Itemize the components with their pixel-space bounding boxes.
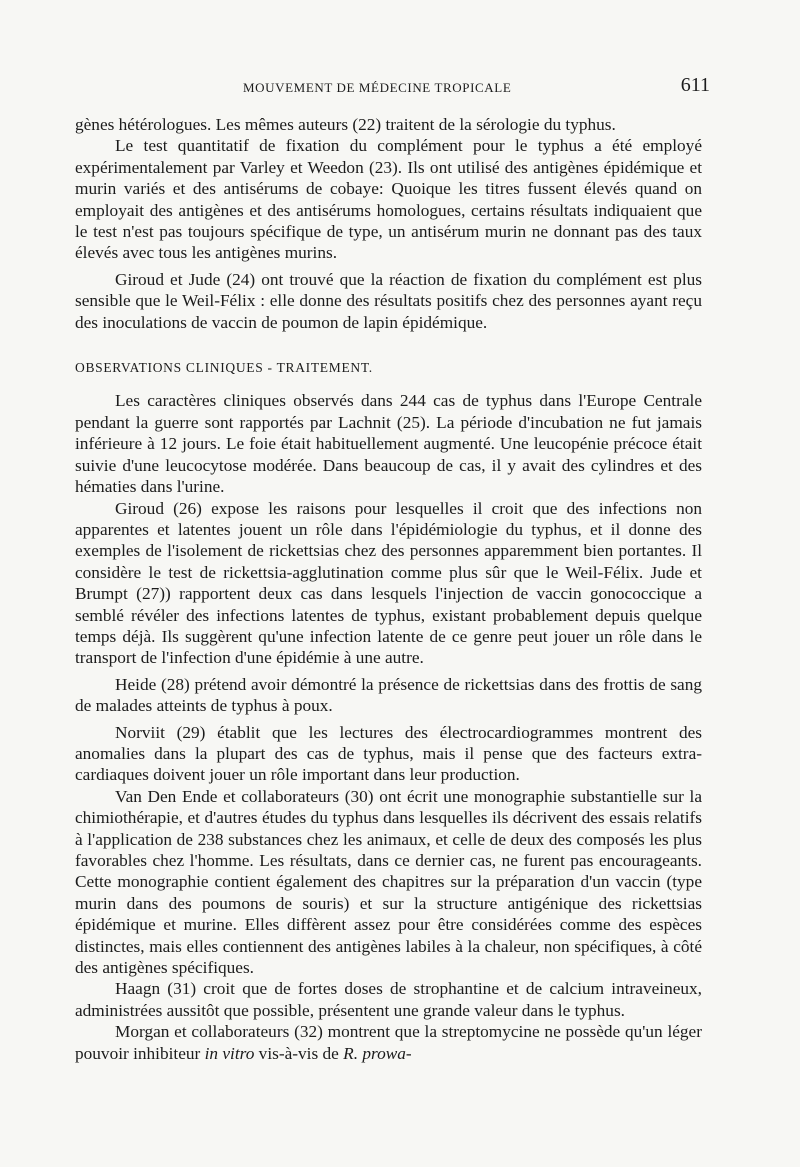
- text-run: vis-à-vis de: [254, 1043, 344, 1063]
- paragraph-last: [75, 1021, 702, 1064]
- paragraph: Les caractères cliniques observés dans 244 cas de typhus dans l'Europe Centrale pendant la guerre sont rapportés par Lachnit (25). La période d'incubation ne fut jamais inférieure à 12 jours. Le foie était habituellement augmenté. Une leucopénie précoce était suivie d'une leucocytose modérée. Dans beaucoup de cas, il y avait des cylindres et des hématies dans l'urine.: [75, 391, 702, 497]
- page-number: 611: [680, 74, 710, 96]
- paragraph: Giroud (26) expose les raisons pour lesquelles il croit que des infections non apparentes et latentes jouent un rôle dans l'épidémiologie du typhus, et il donne des exemples de l'isolement de rickettsias chez des personnes apparemment bien portantes. Il considère le test de rickettsia-agglutination comme plus sûr que le Weil-Félix. Jude et Brumpt (27)) rapportent deux cas dans lesquels l'injection de vaccin gonococcique a semblé révéler des infections latentes de typhus, existant probablement depuis quelque temps déjà. Ils suggèrent qu'une infection latente de ce genre peut jouer un rôle dans le transport de l'infection d'une épidémie à une autre.: [75, 498, 702, 668]
- italic-species: R. prowa-: [343, 1043, 412, 1063]
- paragraph: Van Den Ende et collaborateurs (30) ont écrit une monographie substantielle sur la chimiothérapie, et d'autres études du typhus dans lesquelles ils décrivent des essais relatifs à l'application de 238 substances chez les animaux, et celle de deux des composés les plus favorables chez l'homme. Les résultats, dans ce dernier cas, ne furent pas encourageants. Cette monographie contient également des chapitres sur la préparation d'un vaccin (type murin dans des poumons de souris) et sur la structure antigénique des rickettsias épidémique et murine. Elles diffèrent assez pour être considérées comme des espèces distinctes, mais elles contiennent des antigènes labiles à la chaleur, non spécifiques, à côté des antigènes spécifiques.: [75, 786, 702, 978]
- italic-term: in vitro: [204, 1043, 255, 1063]
- paragraph: gènes hétérologues. Les mêmes auteurs (22) traitent de la sérologie du typhus.: [75, 115, 616, 134]
- body-text: [75, 114, 702, 1064]
- text-run: Morgan et collaborateurs (32) montrent que la streptomycine ne possède qu'un léger pouvoir inhibiteur: [75, 1022, 702, 1063]
- paragraph: Norviit (29) établit que les lectures des électrocardiogrammes montrent des anomalies dans la plupart des cas de typhus, mais il pense que des facteurs extra-cardiaques doivent jouer un rôle important dans leur production.: [75, 722, 702, 785]
- running-title: MOUVEMENT DE MÉDECINE TROPICALE: [243, 80, 512, 95]
- paragraph: Giroud et Jude (24) ont trouvé que la réaction de fixation du complément est plus sensible que le Weil-Félix : elle donne des résultats positifs chez des personnes ayant reçu des inoculations de vaccin de poumon de lapin épidémique.: [75, 269, 702, 332]
- paragraph: Heide (28) prétend avoir démontré la présence de rickettsias dans des frottis de sang de malades atteints de typhus à poux.: [75, 674, 702, 716]
- running-header: [75, 74, 710, 106]
- section-heading: OBSERVATIONS CLINIQUES - TRAITEMENT.: [75, 360, 373, 376]
- paragraph: Haagn (31) croit que de fortes doses de strophantine et de calcium intraveineux, administrées aussitôt que possible, présentent une grande valeur dans le typhus.: [75, 979, 702, 1020]
- paragraph: Le test quantitatif de fixation du complément pour le typhus a été employé expérimentalement par Varley et Weedon (23). Ils ont utilisé des antigènes épidémique et murin variés et des antisérums de cobaye: Quoique les titres fussent élevés quand on employait des antigènes et des antisérums homologues, certains résultats indiquaient que le test n'est pas toujours spécifique de type, un antisérum murin ne donnant pas des taux élevés avec tous les antigènes murins.: [75, 136, 702, 263]
